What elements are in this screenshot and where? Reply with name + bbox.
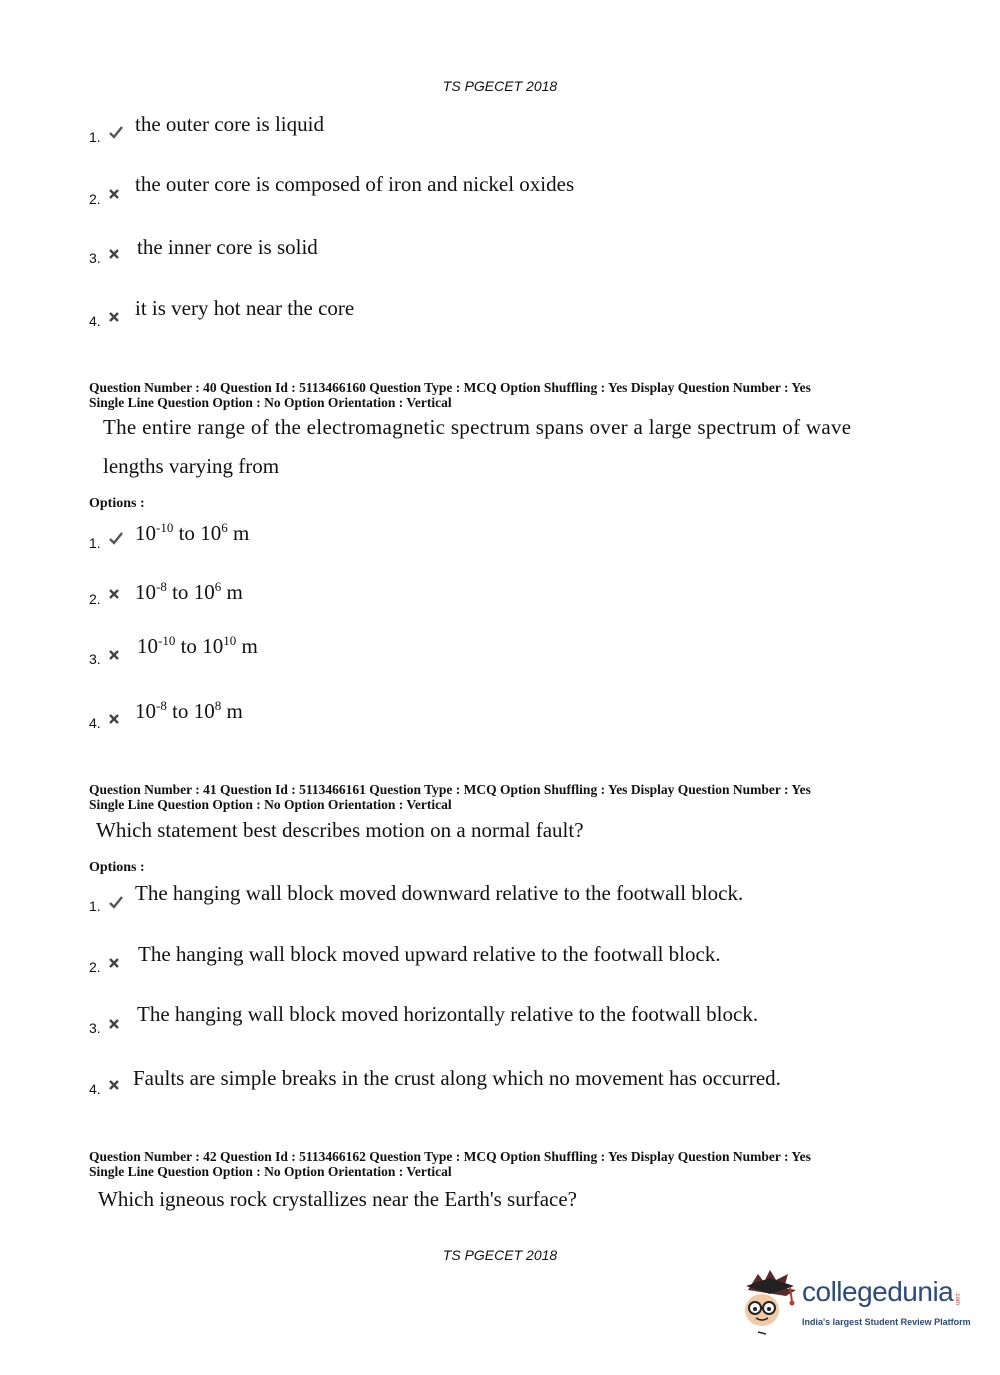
logo-wordmark: collegedunia xyxy=(802,1276,954,1307)
option-number: 3. xyxy=(89,1020,101,1036)
meta-line-1: Question Number : 41 Question Id : 5113466161 Question Type : MCQ Option Shuffling : Yes Display Question Number : Yes xyxy=(89,782,811,797)
mascot-icon xyxy=(740,1268,802,1338)
option-number: 3. xyxy=(89,250,101,266)
option-text: the outer core is composed of iron and nickel oxides xyxy=(135,172,575,196)
cross-icon xyxy=(108,248,120,260)
question-text-line-2: lengths varying from xyxy=(103,454,280,478)
cross-icon xyxy=(108,649,120,661)
meta-line-1: Question Number : 42 Question Id : 5113466162 Question Type : MCQ Option Shuffling : Yes Display Question Number : Yes xyxy=(89,1149,811,1164)
option-number: 2. xyxy=(89,959,101,975)
option-text: the inner core is solid xyxy=(137,235,318,259)
page-header: TS PGECET 2018 xyxy=(442,78,558,94)
question-text: Which igneous rock crystallizes near the Earth's surface? xyxy=(98,1187,577,1211)
option-text: the outer core is liquid xyxy=(135,112,324,136)
option-text: The hanging wall block moved horizontally relative to the footwall block. xyxy=(137,1002,759,1026)
collegedunia-logo xyxy=(740,1268,970,1343)
page-footer: TS PGECET 2018 xyxy=(442,1247,558,1263)
option-number: 2. xyxy=(89,591,101,607)
cross-icon xyxy=(108,188,120,200)
options-label: Options : xyxy=(89,860,145,875)
option-number: 3. xyxy=(89,651,101,667)
logo-com: .com xyxy=(954,1292,960,1306)
option-text: Faults are simple breaks in the crust along which no movement has occurred. xyxy=(133,1066,781,1090)
option-text: The hanging wall block moved upward relative to the footwall block. xyxy=(138,942,721,966)
option-number: 1. xyxy=(89,129,101,145)
logo-tagline: India's largest Student Review Platform xyxy=(802,1317,971,1327)
option-text: The hanging wall block moved downward relative to the footwall block. xyxy=(135,881,744,905)
cross-icon xyxy=(108,1018,120,1030)
option-number: 4. xyxy=(89,313,101,329)
option-text: $10^{-8}$ to $10^6$ m xyxy=(135,579,243,604)
option-text: $10^{-8}$ to $10^8$ m xyxy=(135,698,243,723)
meta-line-1: Question Number : 40 Question Id : 5113466160 Question Type : MCQ Option Shuffling : Yes Display Question Number : Yes xyxy=(89,380,811,395)
question-meta xyxy=(89,380,811,410)
meta-line-2: Single Line Question Option : No Option Orientation : Vertical xyxy=(89,1164,452,1179)
cross-icon xyxy=(108,957,120,969)
option-number: 1. xyxy=(89,535,101,551)
option-text: $10^{-10}$ to $10^{10}$ m xyxy=(137,633,258,658)
cross-icon xyxy=(108,1079,120,1091)
cross-icon xyxy=(108,713,120,725)
question-text-line-1: The entire range of the electromagnetic spectrum spans over a large spectrum of wave xyxy=(103,415,852,439)
question-text: Which statement best describes motion on a normal fault? xyxy=(96,818,584,842)
options-label: Options : xyxy=(89,496,145,511)
meta-line-2: Single Line Question Option : No Option Orientation : Vertical xyxy=(89,395,452,410)
check-icon xyxy=(108,894,124,910)
cross-icon xyxy=(108,588,120,600)
meta-line-2: Single Line Question Option : No Option Orientation : Vertical xyxy=(89,797,452,812)
cross-icon xyxy=(108,311,120,323)
option-text: $10^{-10}$ to $10^6$ m xyxy=(135,520,250,545)
option-text: it is very hot near the core xyxy=(135,296,355,320)
question-meta xyxy=(89,1149,811,1179)
option-number: 4. xyxy=(89,715,101,731)
question-meta xyxy=(89,782,811,812)
option-number: 1. xyxy=(89,898,101,914)
check-icon xyxy=(108,124,124,140)
check-icon xyxy=(108,530,124,546)
option-number: 2. xyxy=(89,191,101,207)
option-number: 4. xyxy=(89,1081,101,1097)
